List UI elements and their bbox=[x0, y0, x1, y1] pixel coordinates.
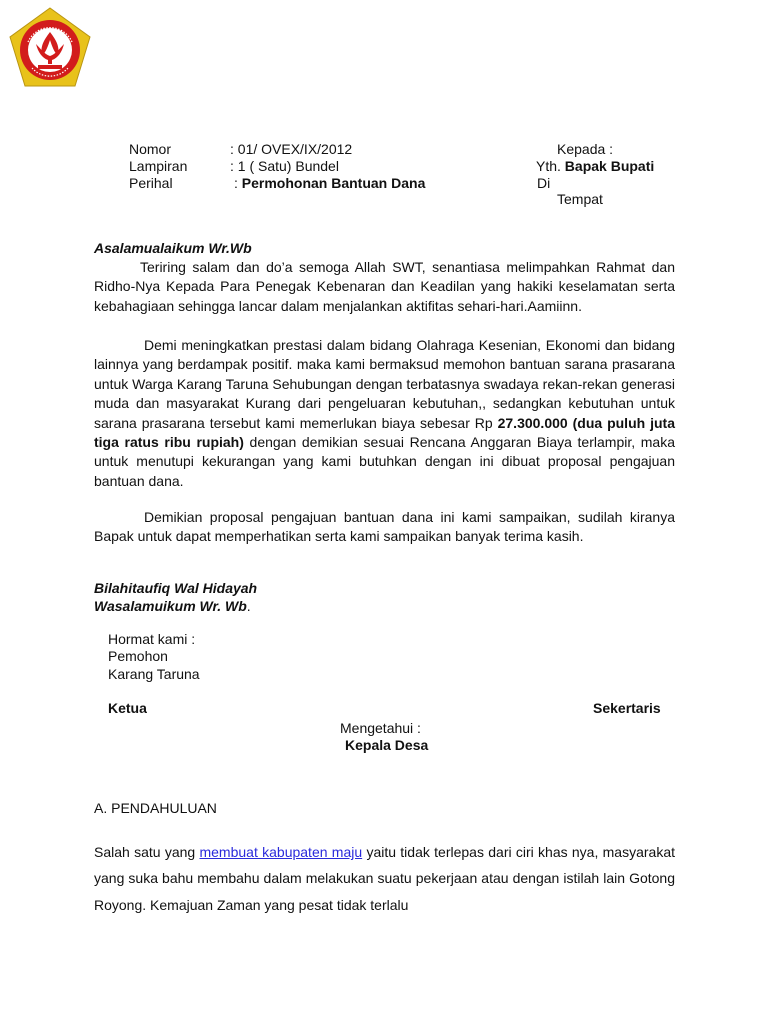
mengetahui-label: Mengetahui : bbox=[340, 720, 421, 736]
body-paragraph-1 bbox=[94, 258, 675, 316]
section-text-a: Salah satu yang bbox=[94, 844, 200, 860]
pemohon-label: Pemohon bbox=[108, 648, 168, 664]
yth-prefix: Yth. bbox=[536, 158, 565, 174]
body-p1-text: Teriring salam dan do’a semoga Allah SWT, senantiasa melimpahkan Rahmat dan Ridho-Nya Kepada Para Penegak Kebenaran dan Keadilan yang hakiki keselamatan serta kebahagiaan sehingga lancar dalam menjalankan aktifitas sehari-hari.Aamiinn. bbox=[94, 259, 675, 314]
recipient-name: Bapak Bupati bbox=[564, 158, 655, 174]
kepada-label: Kepada : bbox=[557, 141, 614, 157]
closing-line-1: Bilahitaufiq Wal Hidayah bbox=[94, 580, 258, 596]
karang-taruna-emblem bbox=[8, 6, 92, 90]
kabupaten-link[interactable]: membuat kabupaten maju bbox=[199, 844, 363, 860]
closing-line-2: Wasalamuikum Wr. Wb bbox=[94, 598, 247, 614]
body-p2-text-a: Demi meningkatkan prestasi dalam bidang Olahraga Kesenian, Ekonomi dan bidang lainnya yang berdampak positif. maka kami bermaksud memohon bantuan sarana prasarana untuk Warga Karang Taruna Sehubungan dengan terbatasnya swadaya rekan-rekan generasi muda dan masyarakat Kurang dari pengeluaran kebutuhan,, sedangkan kebutuhan untuk sarana prasarana tersebut kami memerlukan biaya sebesar Rp bbox=[94, 337, 675, 431]
hormat-kami: Hormat kami : bbox=[108, 631, 196, 647]
body-p3-text: Demikian proposal pengajuan bantuan dana ini kami sampaikan, sudilah kiranya Bapak untuk dapat memperhatikan serta kami sampaikan banyak terima kasih. bbox=[94, 509, 675, 545]
lampiran-value: : 1 ( Satu) Bundel bbox=[230, 158, 339, 174]
perihal-label: Perihal bbox=[129, 175, 173, 191]
closing-line-2-wrap bbox=[94, 598, 251, 614]
org-name: Karang Taruna bbox=[108, 666, 200, 682]
kepala-desa-label: Kepala Desa bbox=[345, 737, 429, 753]
ketua-label: Ketua bbox=[108, 700, 147, 716]
body-paragraph-3 bbox=[94, 508, 675, 547]
body-paragraph-2 bbox=[94, 336, 675, 491]
nomor-label: Nomor bbox=[129, 141, 172, 157]
lampiran-label: Lampiran bbox=[129, 158, 188, 174]
greeting: Asalamualaikum Wr.Wb bbox=[94, 240, 252, 256]
sekertaris-label: Sekertaris bbox=[593, 700, 661, 716]
closing-line-2-dot: . bbox=[246, 598, 251, 614]
di-label: Di bbox=[537, 175, 551, 191]
section-heading: A. PENDAHULUAN bbox=[94, 800, 217, 816]
perihal-colon: : bbox=[234, 175, 238, 191]
emblem-base-bar bbox=[38, 65, 62, 69]
section-paragraph bbox=[94, 839, 675, 918]
perihal-value bbox=[234, 175, 425, 191]
section-text-b: yaitu tidak terlepas dari ciri khas nya, masyarakat yang suka bahu membahu dalam melakukan suatu pekerjaan atau dengan istilah lain Gotong Royong. Kemajuan Zaman yang pesat tidak terlalu bbox=[94, 844, 675, 913]
tempat-label: Tempat bbox=[557, 191, 603, 207]
requested-amount: 27.300.000 (dua puluh juta tiga ratus ribu rupiah) bbox=[94, 414, 675, 451]
nomor-value: : 01/ OVEX/IX/2012 bbox=[230, 141, 353, 157]
body-p2-text-b: dengan demikian sesuai Rencana Anggaran Biaya terlampir, maka untuk menutupi kekurangan yang kami butuhkan dengan ini dibuat proposal pengajuan bantuan dana. bbox=[94, 434, 675, 489]
recipient-line bbox=[536, 158, 654, 174]
perihal-subject: Permohonan Bantuan Dana bbox=[241, 175, 426, 191]
